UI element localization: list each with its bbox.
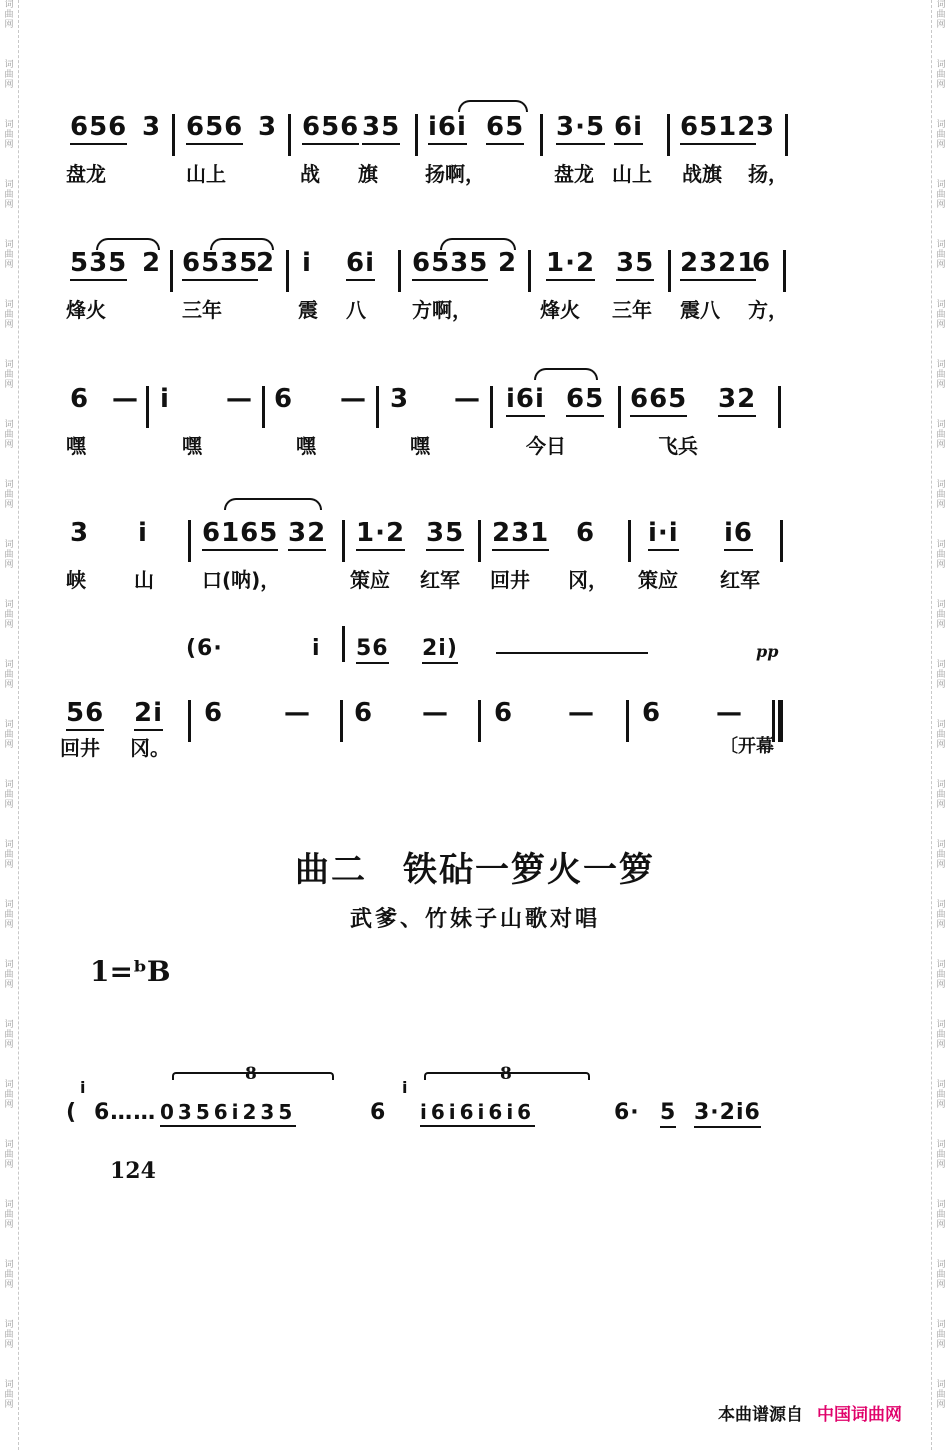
note-group: 6 [576, 518, 596, 548]
tuplet-bracket [424, 1072, 590, 1080]
watermark-text: 词曲网 [936, 1200, 946, 1230]
barline [780, 520, 783, 562]
song-title: 曲二 铁砧一箩火一箩 [295, 850, 655, 890]
lyrics-line [0, 292, 950, 332]
note-group: 3·2i6 [694, 1100, 761, 1128]
note-group: i [138, 518, 148, 548]
slur [440, 238, 516, 250]
note-group: 65 [566, 384, 604, 417]
note-group: i6i [506, 384, 545, 417]
note-group: i·i [648, 518, 679, 551]
note-group: 2i) [422, 636, 458, 664]
lyric: 飞兵 [658, 434, 698, 458]
watermark-text: 词曲网 [4, 1200, 14, 1230]
note-group: 2 [142, 248, 162, 278]
watermark-text: 词曲网 [936, 900, 946, 930]
lyrics-line [0, 730, 950, 770]
note-group: 6512 [680, 112, 756, 145]
barline [170, 250, 173, 292]
lyric: 嘿 [296, 434, 316, 458]
lyric: 回井 [60, 736, 100, 760]
watermark-text: 词曲网 [936, 240, 946, 270]
lyric: 三年 [182, 298, 222, 322]
watermark-text: 词曲网 [4, 780, 14, 810]
notation-line [0, 506, 950, 566]
note-group: 2 [256, 248, 276, 278]
score-system-5 [0, 626, 950, 766]
grace-note: i [402, 1078, 409, 1097]
score-system-4 [0, 506, 950, 616]
lyric: 回井 [490, 568, 530, 592]
note-group: — [568, 698, 595, 728]
note-group: 6i [346, 248, 375, 281]
barline [398, 250, 401, 292]
note-group: — [422, 698, 449, 728]
lyric: 烽火 [540, 298, 580, 322]
lyric: 口(呐)， [202, 568, 281, 592]
lyric: 方啊， [412, 298, 472, 322]
barline [188, 520, 191, 562]
lyric: 红军 [420, 568, 460, 592]
note-group: — [716, 698, 743, 728]
watermark-text: 词曲网 [936, 840, 946, 870]
lyric: 八 [346, 298, 366, 322]
note-group: 6i [614, 112, 643, 145]
lyric: 红军 [720, 568, 760, 592]
watermark-text: 词曲网 [936, 360, 946, 390]
barline [146, 386, 149, 428]
watermark-text: 词曲网 [4, 1080, 14, 1110]
watermark-text: 词曲网 [4, 60, 14, 90]
note-group: 656 [186, 112, 243, 145]
note-group: 6…… [94, 1100, 157, 1125]
watermark-text: 词曲网 [936, 720, 946, 750]
instrumental-line [0, 626, 950, 686]
barline [668, 250, 671, 292]
lyric: 方， [748, 298, 788, 322]
watermark-text: 词曲网 [936, 0, 946, 30]
notation-line [0, 236, 950, 296]
lyric: 嘿 [410, 434, 430, 458]
watermark-text: 词曲网 [936, 600, 946, 630]
tuplet-number: 8 [245, 1064, 257, 1084]
slur [96, 238, 160, 250]
note-group: 3 [756, 112, 776, 142]
lyric: 旗 [358, 162, 378, 186]
barline [778, 386, 781, 428]
tie-line [496, 652, 648, 654]
watermark-text: 词曲网 [4, 1020, 14, 1050]
note-group: 3 [70, 518, 90, 548]
watermark-text: 词曲网 [4, 420, 14, 450]
lyric: 扬， [748, 162, 788, 186]
note-group: i6i6i6i6 [420, 1100, 535, 1127]
note-group: i6i [428, 112, 467, 145]
watermark-text: 词曲网 [936, 420, 946, 450]
tuplet-bracket [172, 1072, 334, 1080]
note-group: 6165 [202, 518, 278, 551]
lyric: 嘿 [66, 434, 86, 458]
note-group: 3 [258, 112, 278, 142]
note-group: i6 [724, 518, 753, 551]
lyric: 策应 [638, 568, 678, 592]
score-system-2 [0, 236, 950, 346]
note-group: 1·2 [546, 248, 595, 281]
note-group: i [302, 248, 312, 278]
watermark-text: 词曲网 [4, 360, 14, 390]
note-group: i [312, 636, 321, 661]
watermark-text: 词曲网 [4, 1140, 14, 1170]
score-system-3 [0, 372, 950, 482]
note-group: 6535 [412, 248, 488, 281]
lyric: 三年 [612, 298, 652, 322]
watermark-text: 词曲网 [936, 180, 946, 210]
note-group: 6 [204, 698, 224, 728]
watermark-text: 词曲网 [4, 480, 14, 510]
note-group: 1·2 [356, 518, 405, 551]
watermark-text: 词曲网 [4, 960, 14, 990]
lyric: 冈， [568, 568, 608, 592]
page-number: 124 [110, 1158, 156, 1184]
lyric: 策应 [350, 568, 390, 592]
barline [478, 520, 481, 562]
note-group: i [160, 384, 170, 414]
watermark-text: 词曲网 [4, 600, 14, 630]
dynamic-marking: pp [756, 642, 779, 661]
watermark-text: 词曲网 [4, 1260, 14, 1290]
note-group: 231 [492, 518, 549, 551]
note-group: 65 [486, 112, 524, 145]
barline [172, 114, 175, 156]
note-group: 6 [274, 384, 294, 414]
note-group: 6 [370, 1100, 387, 1125]
site-link[interactable]: 中国词曲网 [817, 1405, 902, 1425]
note-group: 665 [630, 384, 687, 417]
note-group: 656 [302, 112, 359, 145]
lyrics-line [0, 562, 950, 602]
watermark-text: 词曲网 [4, 180, 14, 210]
barline [342, 626, 345, 662]
barline [376, 386, 379, 428]
grace-note: i [80, 1078, 87, 1097]
lyric: 山 [134, 568, 154, 592]
note-group: 35 [616, 248, 654, 281]
note-group: 6535 [182, 248, 258, 281]
watermark-text: 词曲网 [936, 300, 946, 330]
barline [288, 114, 291, 156]
watermark-text: 词曲网 [936, 1080, 946, 1110]
note-group: 3 [142, 112, 162, 142]
note-group: — [226, 384, 253, 414]
note-group: (6· [186, 636, 223, 661]
barline [528, 250, 531, 292]
notation-line [0, 372, 950, 432]
watermark-text: 词曲网 [936, 1260, 946, 1290]
watermark-text: 词曲网 [4, 240, 14, 270]
slur [458, 100, 528, 112]
key-signature: 1=ᵇB [90, 955, 171, 988]
lyric: 震八 [680, 298, 720, 322]
tuplet-number: 8 [500, 1064, 512, 1084]
watermark-text: 词曲网 [936, 1320, 946, 1350]
note-group: — [284, 698, 311, 728]
note-group: 6 [752, 248, 772, 278]
slur [534, 368, 598, 380]
lyric: 今日 [526, 434, 566, 458]
note-group: — [454, 384, 481, 414]
note-group: 32 [718, 384, 756, 417]
barline [628, 520, 631, 562]
lyrics-line [0, 156, 950, 196]
barline [262, 386, 265, 428]
note-group: 5 [660, 1100, 676, 1128]
lyric: 山上 [612, 162, 652, 186]
watermark-text: 词曲网 [4, 1320, 14, 1350]
barline [618, 386, 621, 428]
watermark-text: 词曲网 [936, 60, 946, 90]
lyric: 战 [300, 162, 320, 186]
source-label: 本曲谱源自 [718, 1405, 803, 1425]
watermark-text: 词曲网 [4, 300, 14, 330]
barline [667, 114, 670, 156]
note-group: — [340, 384, 367, 414]
note-group: 6 [642, 698, 662, 728]
watermark-text: 词曲网 [936, 780, 946, 810]
watermark-text: 词曲网 [4, 120, 14, 150]
lyrics-line [0, 428, 950, 468]
barline [286, 250, 289, 292]
note-group: 2 [498, 248, 518, 278]
watermark-text: 词曲网 [936, 660, 946, 690]
barline [415, 114, 418, 156]
note-group: 56 [66, 698, 104, 731]
note-group: 35 [426, 518, 464, 551]
lyric: 烽火 [66, 298, 106, 322]
note-group: 3 [390, 384, 410, 414]
watermark-text: 词曲网 [936, 1140, 946, 1170]
intro-line [0, 1064, 950, 1148]
barline [490, 386, 493, 428]
watermark-text: 词曲网 [936, 120, 946, 150]
source-footer [718, 1400, 902, 1425]
lyric: 盘龙 [66, 162, 106, 186]
lyric: 扬啊， [425, 162, 485, 186]
lyric: 盘龙 [554, 162, 594, 186]
lyric: 冈。 [130, 736, 170, 760]
watermark-text: 词曲网 [936, 480, 946, 510]
note-group: — [112, 384, 139, 414]
barline [783, 250, 786, 292]
note-group: 6 [494, 698, 514, 728]
note-group: 6 [70, 384, 90, 414]
lyric: 震 [298, 298, 318, 322]
watermark-text: 词曲网 [4, 540, 14, 570]
note-group: 6 [354, 698, 374, 728]
note-group: 656 [70, 112, 127, 145]
stage-direction: 〔开幕 [720, 736, 774, 757]
watermark-text: 词曲网 [4, 840, 14, 870]
watermark-text: 词曲网 [4, 1380, 14, 1410]
note-group: ( [66, 1100, 78, 1125]
watermark-text: 词曲网 [936, 540, 946, 570]
lyric: 战旗 [682, 162, 722, 186]
note-group: 6· [614, 1100, 640, 1125]
barline [342, 520, 345, 562]
note-group: 2i [134, 698, 163, 731]
watermark-text: 词曲网 [4, 660, 14, 690]
lyric: 山上 [186, 162, 226, 186]
watermark-text: 词曲网 [4, 900, 14, 930]
slur [210, 238, 274, 250]
note-group: 0356i235 [160, 1100, 296, 1127]
watermark-text: 词曲网 [4, 720, 14, 750]
score-system-1 [0, 100, 950, 210]
note-group: 535 [70, 248, 127, 281]
lyric: 嘿 [182, 434, 202, 458]
song-subtitle: 武爹、竹妹子山歌对唱 [349, 906, 600, 932]
watermark-text: 词曲网 [4, 0, 14, 30]
note-group: 32 [288, 518, 326, 551]
barline [785, 114, 788, 156]
slur [224, 498, 322, 510]
watermark-text: 词曲网 [936, 960, 946, 990]
note-group: 3·5 [556, 112, 605, 145]
watermark-text: 词曲网 [936, 1380, 946, 1410]
note-group: 35 [362, 112, 400, 145]
watermark-text: 词曲网 [936, 1020, 946, 1050]
note-group: 56 [356, 636, 389, 664]
lyric: 峡 [66, 568, 86, 592]
note-group: 2321 [680, 248, 756, 281]
notation-line [0, 100, 950, 160]
barline [540, 114, 543, 156]
